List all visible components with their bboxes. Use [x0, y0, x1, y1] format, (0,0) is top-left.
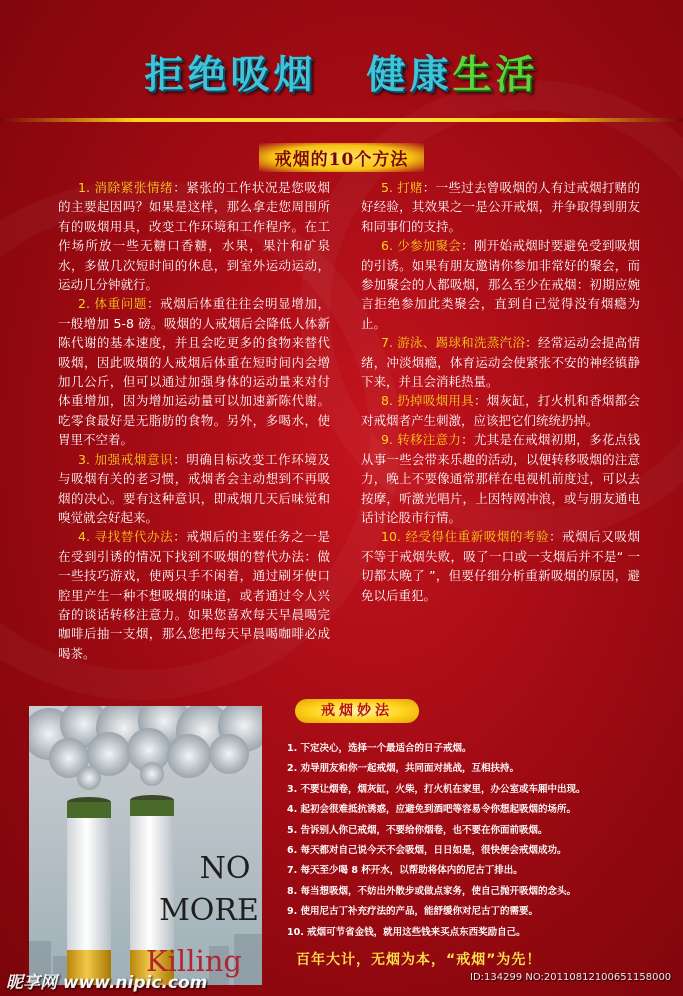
method-item: 9. 转移注意力：尤其是在戒烟初期，多花点钱从事一些会带来乐趣的活动，以便转移吸烟的注意力，晚上不要像通常那样在电视机前度过，可以去按摩，听激光唱片，上因特网冲浪，或与朋友通电话讨论股市行情。 — [361, 432, 640, 525]
tip-item: 2. 劝导朋友和你一起戒烟，共同面对挑战，互相扶持。 — [287, 763, 520, 775]
tip-item: 7. 每天至少喝 8 杯开水，以帮助将体内的尼古丁排出。 — [287, 865, 523, 877]
tip-item: 9. 使用尼古丁补充疗法的产品，能舒缓你对尼古丁的需要。 — [287, 906, 539, 918]
method-item: 8. 扔掉吸烟用具：烟灰缸，打火机和香烟都会对戒烟者产生刺激，应该把它们统统扔掉。 — [361, 393, 640, 428]
more-text: MORE — [159, 893, 259, 928]
tip-item: 4. 起初会很难抵抗诱惑，应避免到酒吧等容易令你想起吸烟的场所。 — [287, 804, 577, 816]
tip-item: 10. 戒烟可节省金钱，就用这些钱来买点东西奖励自己。 — [287, 926, 526, 938]
tip-item: 5. 告诉别人你已戒烟，不要给你烟卷，也不要在你面前吸烟。 — [287, 824, 548, 836]
tips-list — [287, 739, 667, 943]
method-item: 4. 寻找替代办法：戒烟后的主要任务之一是在受到引诱的情况下找到不吸烟的替代办法：做一些技巧游戏，使两只手不闲着，通过刷牙使口腔里产生一种不想吸烟的味道，或者通过令人兴奋的谈话转移注意力。如果您喜欢每天早晨喝完咖啡后抽一支烟，那么您把每天早晨喝咖啡必成喝茶。 — [58, 529, 330, 661]
killing-text: Killing — [145, 944, 243, 978]
methods-left-column — [58, 178, 330, 663]
tip-item: 1. 下定决心，选择一个最适合的日子戒烟。 — [287, 743, 472, 754]
title-divider — [0, 118, 683, 122]
method-item: 10. 经受得住重新吸烟的考验：戒烟后又吸烟不等于戒烟失败，吸了一口或一支烟后并不是“ 一切都太晚了 ”，但要仔细分析重新吸烟的原因，避免以后重犯。 — [361, 529, 640, 603]
title-part2b: 生活 — [452, 53, 539, 98]
smokestack-graphic — [29, 706, 262, 985]
tips-heading: 戒烟妙法 — [295, 699, 419, 723]
watermark-logo: 昵享网 www.nipic.com — [6, 973, 208, 993]
watermark-id: ID:134299 NO:20110812100651158000 — [470, 972, 672, 983]
tip-item: 3. 不要让烟卷，烟灰缸，火柴，打火机在家里，办公室或车厢中出现。 — [287, 783, 586, 795]
title-part2a: 健康 — [366, 53, 453, 98]
tip-item: 8. 每当想吸烟，不妨出外散步或做点家务，使自己抛开吸烟的念头。 — [287, 885, 577, 897]
tip-item: 6. 每天都对自己说今天不会吸烟，日日如是，很快便会戒烟成功。 — [287, 845, 567, 857]
method-item: 7. 游泳、踢球和洗蒸汽浴：经常运动会提高情绪，冲淡烟瘾，体育运动会使紧张不安的神经镇静下来，并且会消耗热量。 — [361, 335, 640, 390]
title-part1: 拒绝吸烟 — [144, 53, 317, 98]
no-text: NO — [199, 851, 251, 886]
slogan: 百年大计，无烟为本，“戒烟”为先！ — [296, 952, 542, 968]
methods-heading: 戒烟的10个方法 — [0, 143, 683, 172]
method-item: 6. 少参加聚会：刚开始戒烟时要避免受到吸烟的引诱。如果有朋友邀请你参加非常好的聚会，而参加聚会的人都吸烟，那么至少在戒烟：初期应婉言拒绝参加此类聚会，直到自己觉得没有烟瘾为止。 — [361, 238, 640, 331]
method-item: 5. 打赌：一些过去曾吸烟的人有过戒烟打赌的好经验，其效果之一是公开戒烟，并争取得到朋友和同事们的支持。 — [361, 180, 640, 234]
smokestack-illustration — [29, 706, 262, 985]
method-item: 1. 消除紧张情绪：紧张的工作状况是您吸烟的主要起因吗？如果是这样，那么拿走您周围所有的吸烟用具，改变工作环境和工作程序。在工作场所放一些无糖口香糖，水果，果汁和矿泉水，多做几次短时间的休息，到室外运动运动，运动几分钟就行。 — [58, 180, 330, 293]
page-title — [0, 44, 683, 100]
method-item: 2. 体重问题：戒烟后体重往往会明显增加，一般增加 5-8 磅。吸烟的人戒烟后会降低人体新陈代谢的基本速度，并且会吃更多的食物来替代吸烟，因此吸烟的人戒烟后体重在短时间内会增加几公斤，但可以通过加强身体的运动量来对付体重增加，因为增加运动量可以加速新陈代谢。吃零食最好是无脂肪的食物。另外，多喝水，使胃里不空着。 — [58, 296, 330, 448]
method-item: 3. 加强戒烟意识：明确目标改变工作环境及与吸烟有关的老习惯，戒烟者会主动想到不再吸烟的决心。要有这种意识，即戒烟几天后味觉和嗅觉就会好起来。 — [58, 451, 330, 525]
methods-right-column — [361, 178, 640, 605]
